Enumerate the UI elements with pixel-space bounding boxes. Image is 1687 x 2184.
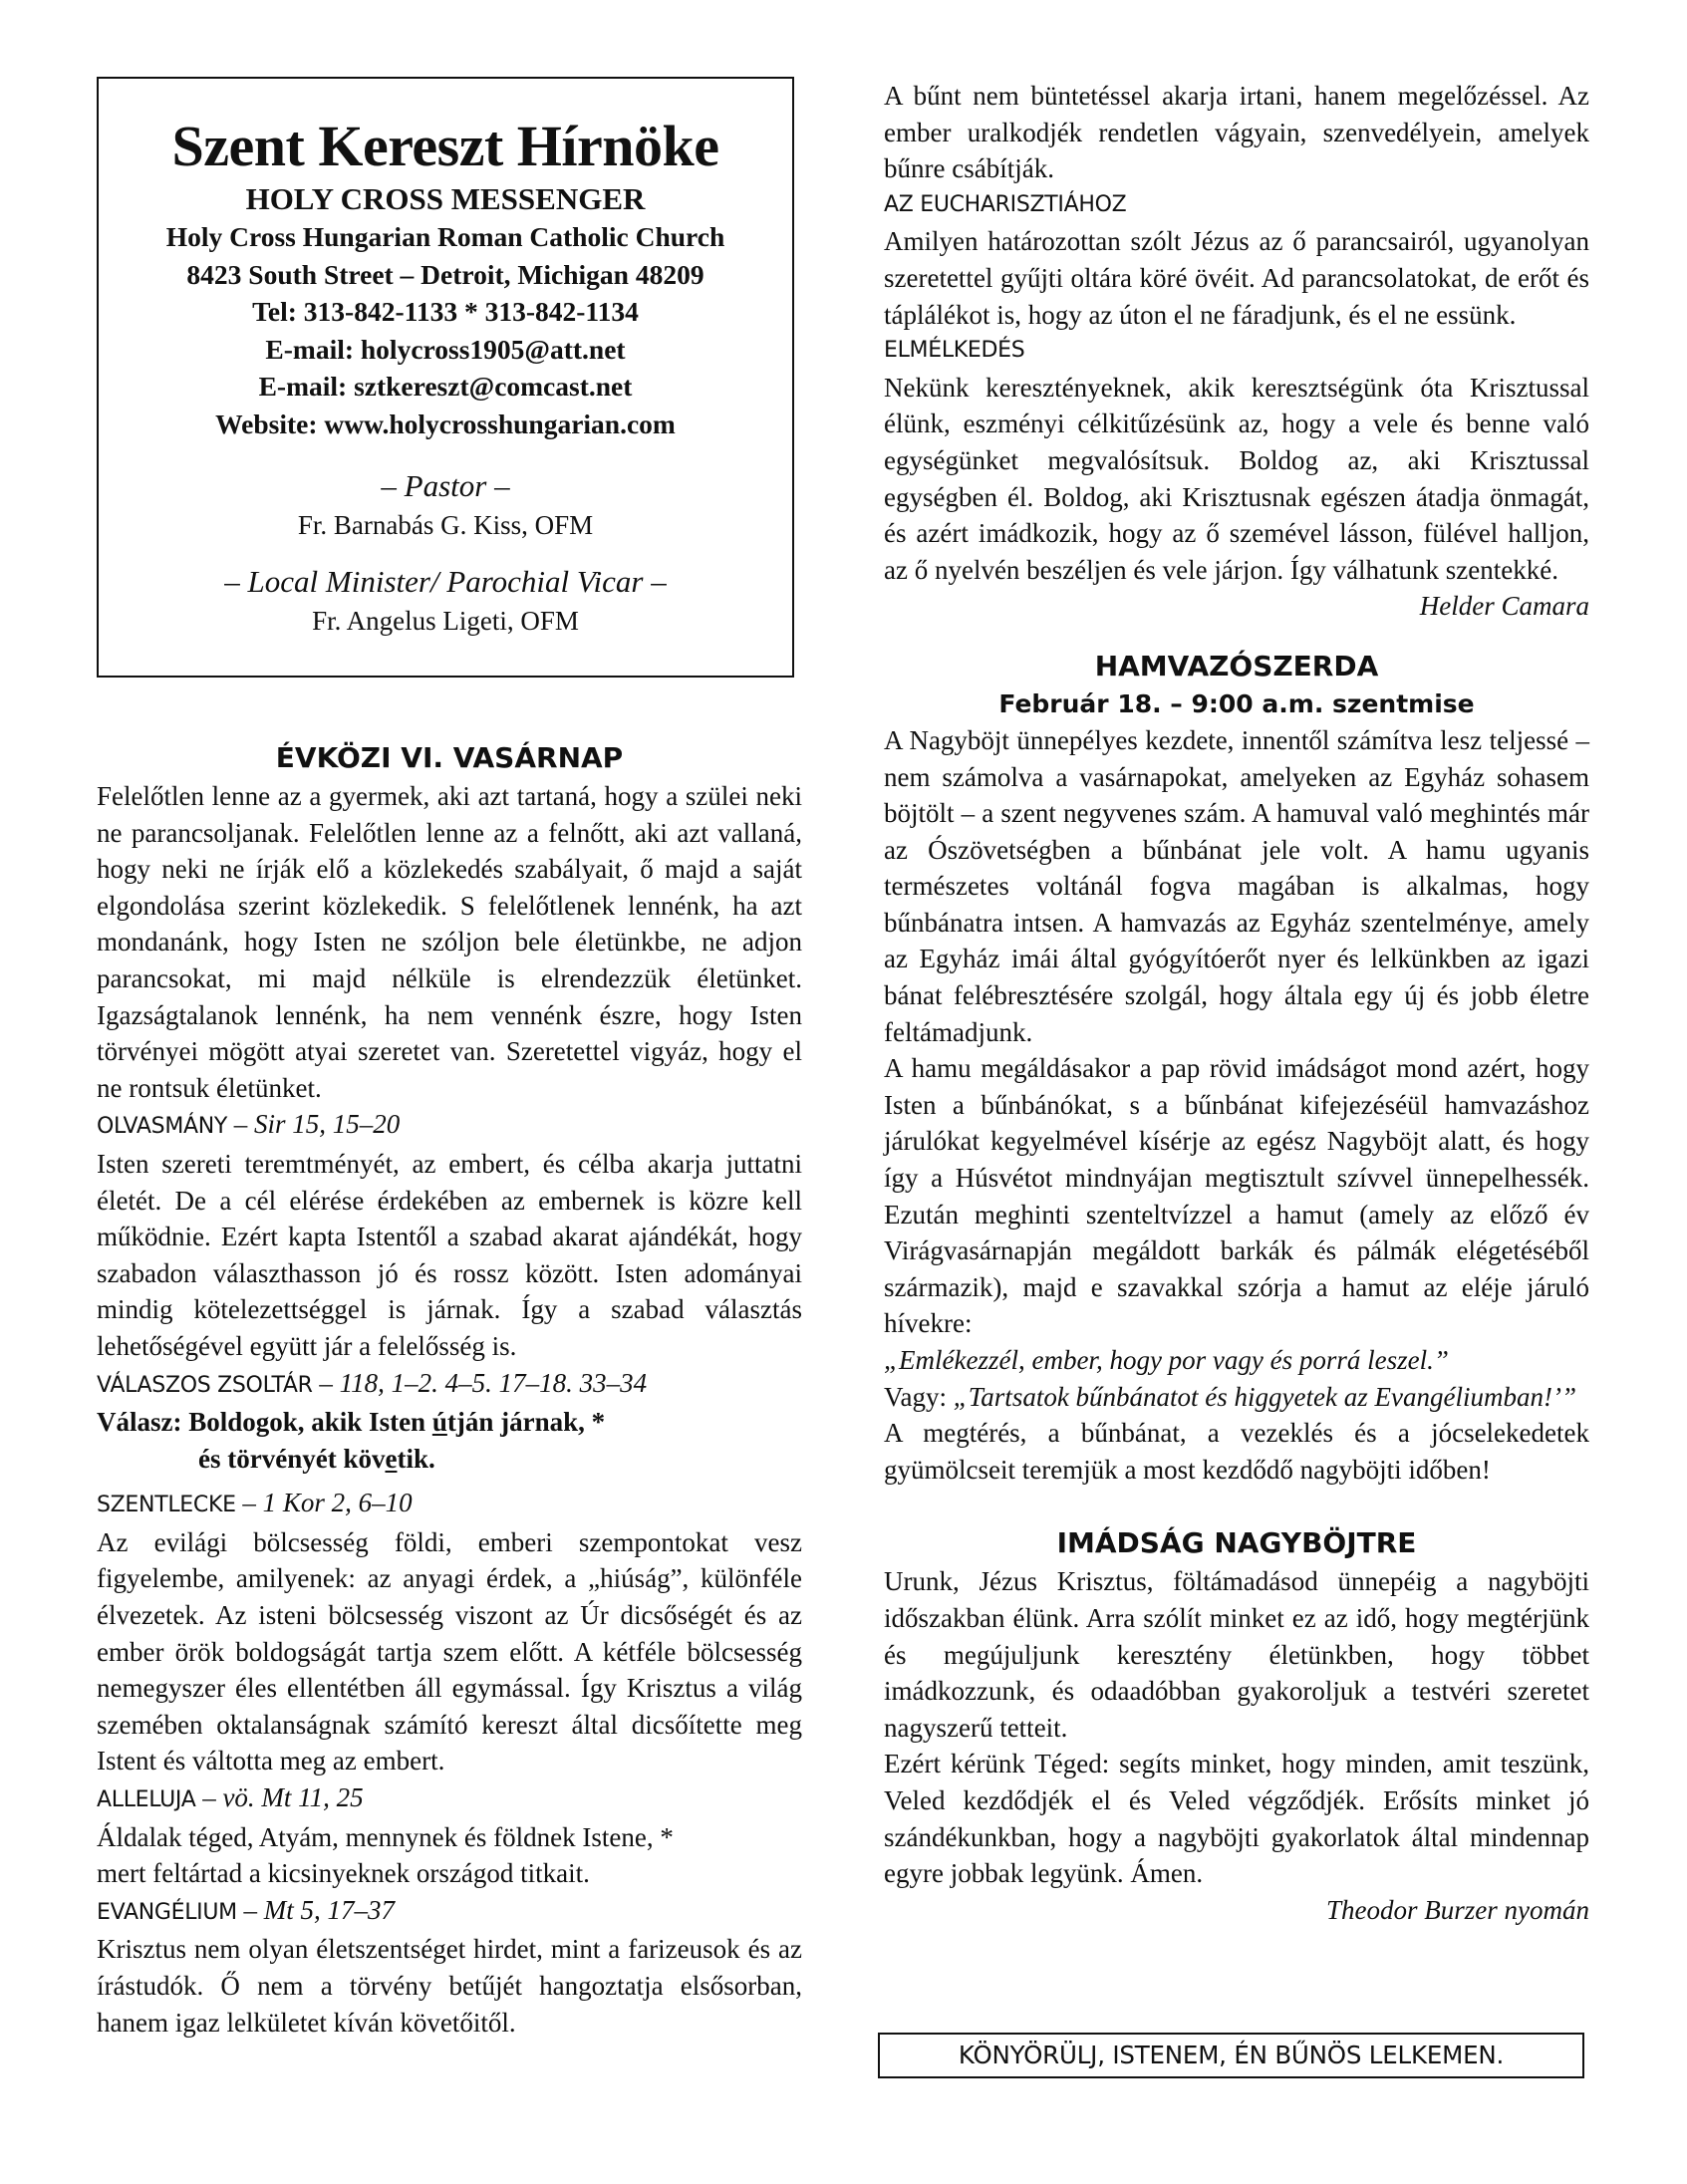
meditation-text: Nekünk keresztényeknek, akik keresztségünk óta Krisztussal élünk, eszményi célkitűzésünk az, hogy a vele és benne való egységünket megvalósítsuk. Boldog az, aki Krisztussal egységben él. Boldog, aki Krisztusnak egészen átadja önmagát, és azért imádkozik, hogy az ő szemével lásson, fülével halljon, az ő nyelvén beszéljen és vele járjon. Így válhatunk szentekké.	[884, 372, 1589, 585]
sunday-heading: ÉVKÖZI VI. VASÁRNAP	[275, 741, 624, 774]
ash-wednesday-heading: HAMVAZÓSZERDA	[1094, 649, 1379, 682]
psalm-header	[97, 1365, 802, 1405]
alleluia-line-1: Áldalak téged, Atyám, mennynek és földnek Istene, *	[97, 1821, 674, 1852]
eucharist-text: Amilyen határozottan szólt Jézus az ő parancsairól, ugyanolyan szeretettel gyűjti oltára köré övéit. Ad parancsolatokat, de erőt és táplálékot is, hogy az úton el ne fáradjunk, és el ne essünk.	[884, 226, 1589, 330]
pastor-role: – Pastor –	[381, 468, 510, 503]
psalm-response-part: és törvényét köv	[198, 1443, 386, 1474]
ash-wednesday-quote-1: „Emlékezzél, ember, hogy por vagy és porrá leszel.”	[884, 1345, 1449, 1375]
ash-wednesday-para-2: A hamu megáldásakor a pap rövid imádságot mond azért, hogy Isten a bűnbánókat, s a bűnbánat kifejezéséül hamvazáshoz járulókat kegyelmével kísérje az egész Nagyböjt alatt, és hogy így a Húsvétot mindnyájan megtisztult szívvel ünnepelhessék. Ezután meghinti szenteltvízzel a hamut (amely az előző év Virágvasárnapján megáldott barkák és pálmák elégetéséből származik), majd e szavakkal szórja a hamut az eléje járuló hívekre:	[884, 1053, 1589, 1339]
psalm-response-stress-1: ú	[431, 1407, 447, 1438]
church-phone: Tel: 313-842-1133 * 313-842-1134	[252, 296, 639, 327]
eucharist-label: AZ EUCHARISZTIÁHOZ	[884, 191, 1127, 217]
psalm-response-stress-2: e	[385, 1443, 398, 1474]
gospel-ref: – Mt 5, 17–37	[243, 1894, 396, 1925]
reading-ref: – Sir 15, 15–20	[233, 1109, 401, 1140]
reading-text: Isten szereti teremtményét, az embert, és célba akarja juttatni életét. De a cél elérése érdekében az embernek is közre kell működnie. Ezért kapta Istentől a szabad akarat ajándékát, hogy szabadon választhasson jó és rossz között. Isten adományai mindig kötelezettséggel is járnak. Így a szabad választás lehetőségével együtt jár a felelősség is.	[97, 1148, 802, 1361]
prayer-heading: IMÁDSÁG NAGYBÖJTRE	[1056, 1526, 1417, 1560]
or-label: Vagy:	[884, 1381, 954, 1412]
prayer-para-2: Ezért kérünk Téged: segíts minket, hogy minden, amit teszünk, Veled kezdődjék el és Veled végződjék. Erősíts minket jó szándékunkban, hogy a nagyböjti gyakorlatok által mindennap egyre jobbak legyünk. Ámen.	[884, 1749, 1589, 1889]
prayer-para-1: Urunk, Jézus Krisztus, föltámadásod ünnepéig a nagyböjti időszakban élünk. Arra szólít minket ez az idő, hogy megtérjünk és megújuljunk keresztény életünkben, hogy többet imádkozzunk, és odaadóbban gyakoroljuk a testvéri szeretet nagyszerű tetteit.	[884, 1566, 1589, 1743]
ash-wednesday-quote-2-line	[884, 1379, 1589, 1416]
psalm-label: VÁLASZOS ZSOLTÁR	[97, 1372, 313, 1398]
epistle-ref: – 1 Kor 2, 6–10	[242, 1488, 413, 1518]
psalm-response-part: tik.	[397, 1443, 435, 1474]
church-name: Holy Cross Hungarian Roman Catholic Church	[165, 221, 725, 252]
closing-prayer-box: KÖNYÖRÜLJ, ISTENEM, ÉN BŰNÖS LELKEMEN.	[878, 2033, 1584, 2078]
psalm-response-part: tján járnak, *	[446, 1407, 606, 1438]
psalm-response-line-2	[97, 1441, 802, 1478]
reading-header	[97, 1106, 802, 1146]
meditation-author: Helder Camara	[1419, 591, 1589, 622]
church-email-1: E-mail: holycross1905@att.net	[265, 333, 626, 365]
left-column	[97, 738, 802, 2041]
ash-wednesday-para-1: A Nagyböjt ünnepélyes kezdete, innentől számítva lesz teljessé – nem számolva a vasárnapokat, amelyeken az Egyház sohasem böjtölt – a szent negyvenes szám. A hamuval való meghintés már az Ószövetségben a bűnbánat jele volt. A hamu ugyanis természetes voltánál fogva magában is alkalmas, hogy bűnbánatra intsen. A hamvazás az Egyház szentelménye, amely az Egyház imái által gyógyítóerőt nyer és lelkünkben az igazi bánat felébresztésére szolgál, hogy általa egy új és jobb életre feltámadjunk.	[884, 724, 1589, 1047]
ash-wednesday-subheading: Február 18. – 9:00 a.m. szentmise	[998, 688, 1475, 718]
right-column	[884, 78, 1589, 1928]
gospel-header	[97, 1892, 802, 1932]
church-email-2: E-mail: sztkereszt@comcast.net	[258, 371, 633, 402]
psalm-response	[97, 1404, 802, 1477]
gospel-continued: A bűnt nem büntetéssel akarja irtani, hanem megelőzéssel. Az ember uralkodjék rendetlen vágyain, szenvedélyein, amelyek bűnre csábítják.	[884, 81, 1589, 184]
epistle-text: Az evilági bölcsesség földi, emberi szempontokat vesz figyelembe, amilyenek: az anyagi érdek, a „hiúság”, különféle élvezetek. Az isteni bölcsesség viszont az Úr dicsőségét és az ember örök boldogságát tartja szem előtt. A kétféle bölcsesség nemegyszer éles ellentétben áll egymással. Így Krisztus a világ szemében oktalanságnak számító kereszt által dicsőítette meg Istent és váltotta meg az embert.	[97, 1526, 802, 1776]
psalm-response-part: Válasz: Boldogok, akik Isten	[97, 1407, 432, 1438]
pastor-name: Fr. Barnabás G. Kiss, OFM	[297, 510, 594, 540]
epistle-label: SZENTLECKE	[97, 1493, 236, 1518]
vicar-name: Fr. Angelus Ligeti, OFM	[312, 606, 579, 636]
alleluia-ref: – vö. Mt 11, 25	[202, 1782, 364, 1813]
gospel-text: Krisztus nem olyan életszentséget hirdet, mint a farizeusok és az írástudók. Ő nem a törvény betűjét hangoztatja elsősorban, hanem igaz lelkületet kíván követőitől.	[97, 1934, 802, 2038]
alleluia-header	[97, 1779, 802, 1819]
newsletter-title: Szent Kereszt Hírnöke	[171, 114, 719, 178]
church-address: 8423 South Street – Detroit, Michigan 48209	[186, 258, 704, 290]
gospel-label: EVANGÉLIUM	[97, 1899, 237, 1925]
ash-wednesday-quote-2: „Tartsatok bűnbánatot és higgyetek az Evangéliumban!’”	[953, 1381, 1576, 1412]
sunday-intro: Felelőtlen lenne az a gyermek, aki azt tartaná, hogy a szülei neki ne parancsoljanak. Felelőtlen lenne az a felnőtt, aki azt vallaná, hogy neki ne írják elő a közlekedés szabályait, ő majd a saját elgondolása szerint közlekedik. S felelőtlenek lennénk, ha azt mondanánk, hogy Isten ne szóljon bele életünkbe, ne adjon parancsokat, mi majd nélküle is elrendezzük életünket. Igazságtalanok lennénk, ha nem vennénk észre, hogy Isten törvényei mögött atyai szeretet van. Szeretettel vigyáz, hogy el ne rontsuk életünket.	[97, 781, 802, 1103]
church-website: Website: www.holycrosshungarian.com	[215, 408, 676, 439]
prayer-author: Theodor Burzer nyomán	[1326, 1894, 1589, 1925]
psalm-ref: – 118, 1–2. 4–5. 17–18. 33–34	[319, 1367, 648, 1398]
reading-label: OLVASMÁNY	[97, 1114, 228, 1140]
epistle-header	[97, 1485, 802, 1524]
alleluia-label: ALLELUJA	[97, 1787, 196, 1813]
alleluia-line-2: mert feltártad a kicsinyeknek országod titkait.	[97, 1858, 590, 1889]
masthead-box	[97, 77, 794, 678]
meditation-label: ELMÉLKEDÉS	[884, 338, 1025, 364]
vicar-role: – Local Minister/ Parochial Vicar –	[224, 564, 667, 599]
ash-wednesday-para-3: A megtérés, a bűnbánat, a vezeklés és a jócselekedetek gyümölcseit teremjük a most kezdődő nagyböjti időben!	[884, 1418, 1589, 1485]
newsletter-subtitle: HOLY CROSS MESSENGER	[245, 181, 646, 216]
